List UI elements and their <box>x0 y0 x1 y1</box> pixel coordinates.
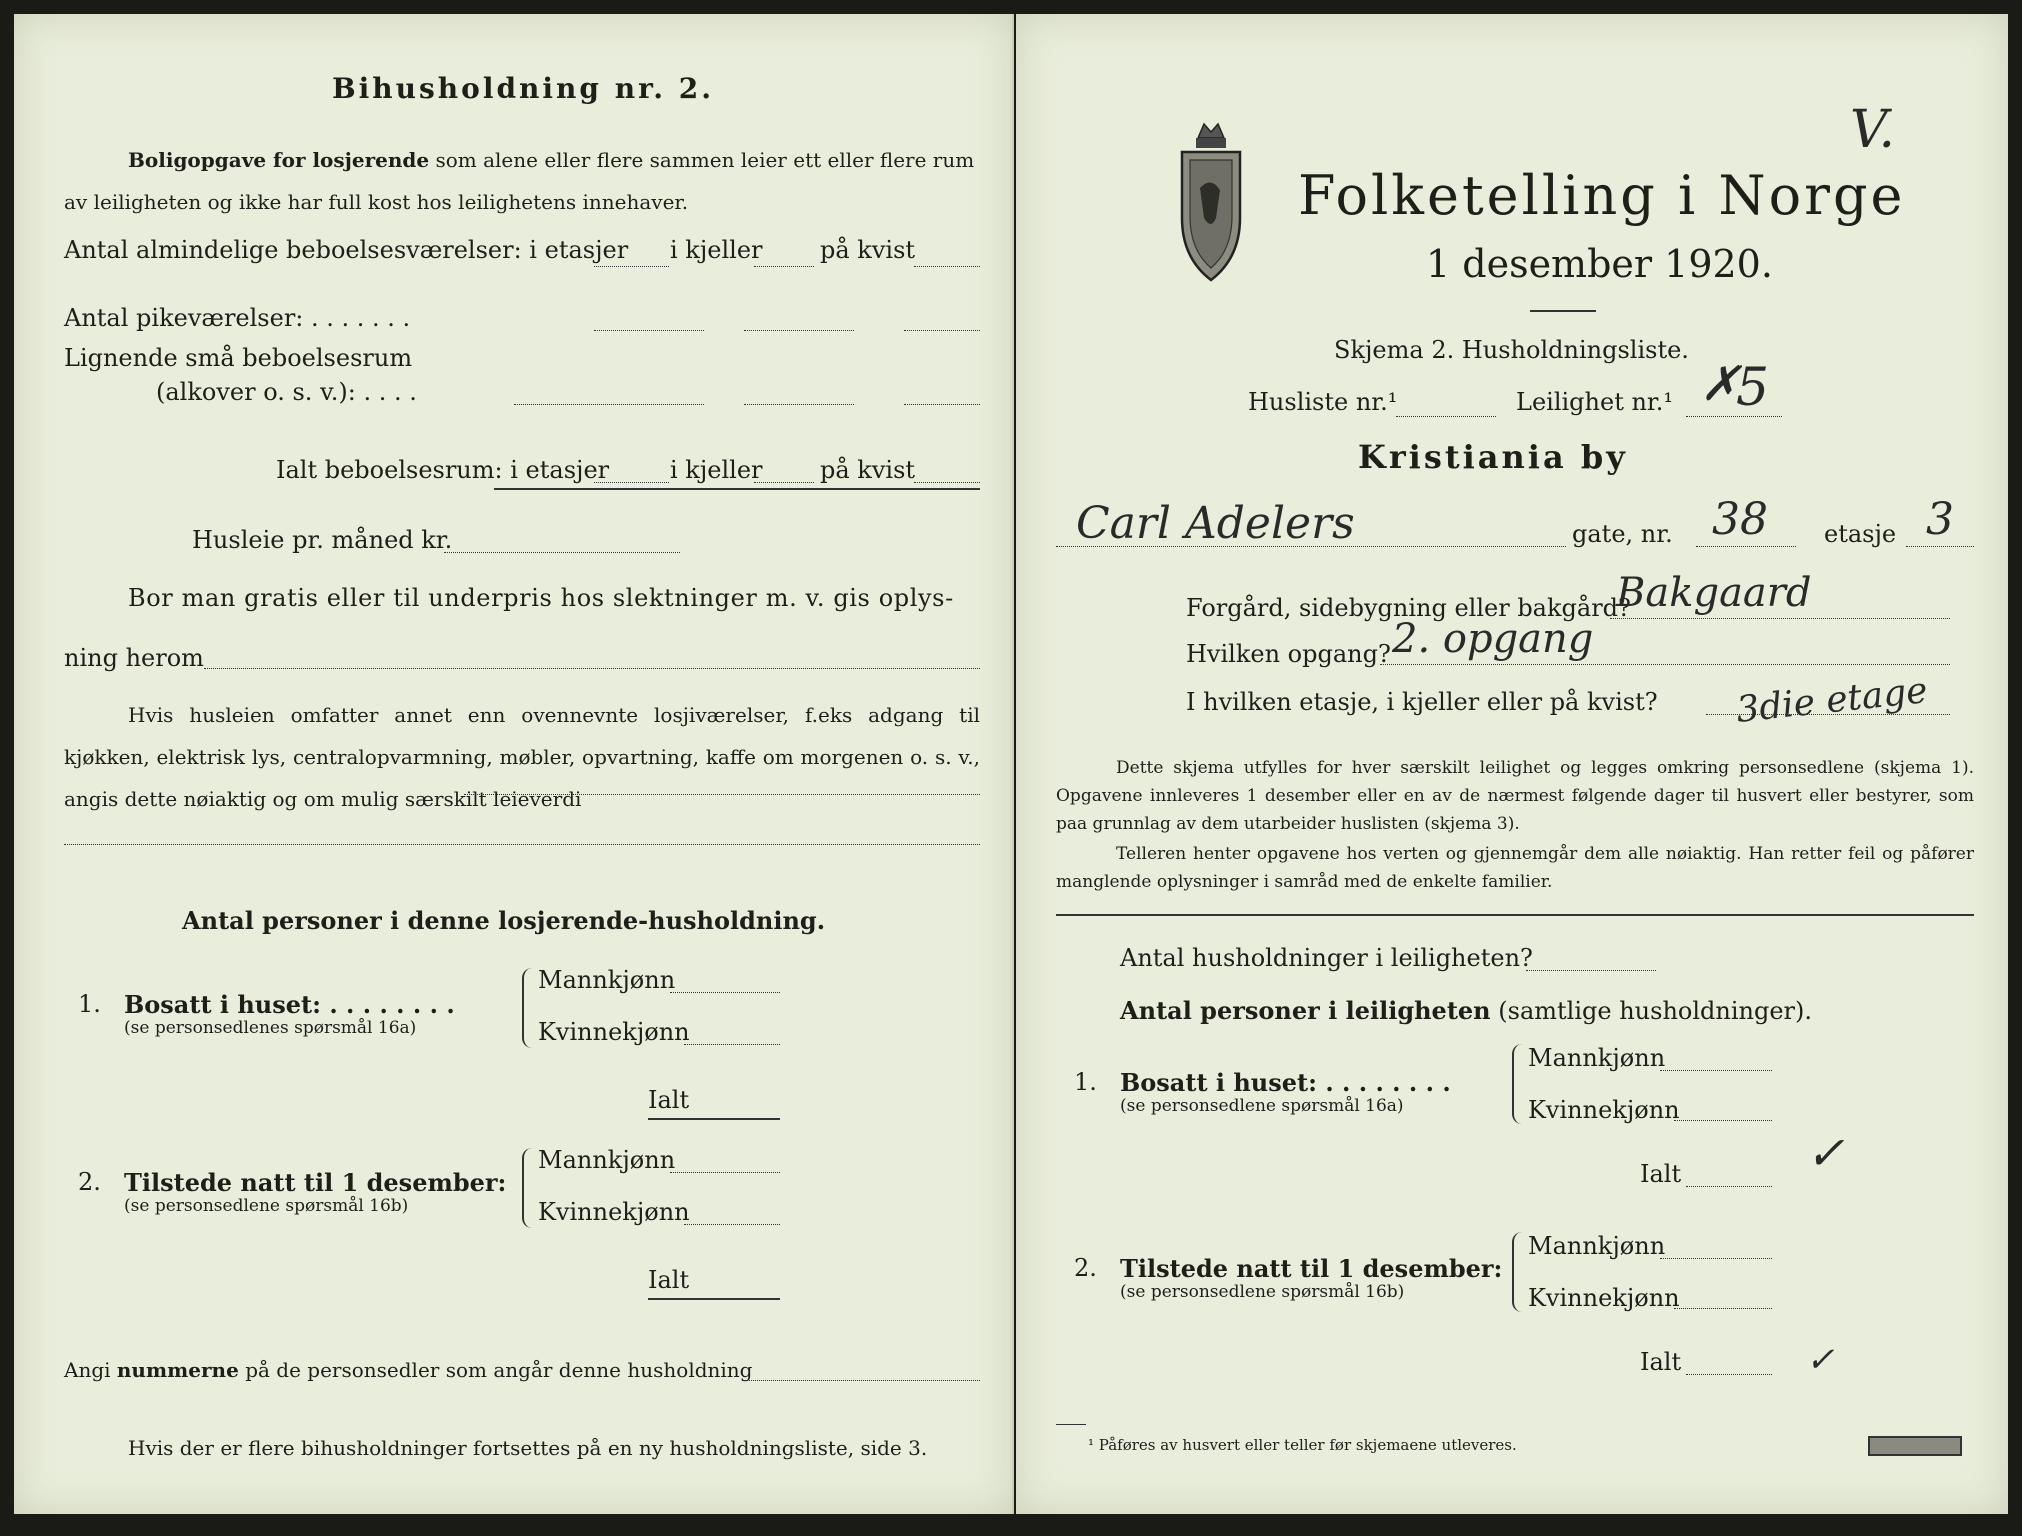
left-page <box>14 14 1014 1514</box>
rq2-ialt-label: Ialt <box>1640 1348 1682 1376</box>
rq1-brace <box>1512 1044 1524 1124</box>
census-date: 1 desember 1920. <box>1426 242 1773 286</box>
forgaard-label: Forgård, sidebygning eller bakgård? <box>1186 594 1631 622</box>
angi-rest: på de personsedler som angår denne husholdning <box>245 1358 753 1382</box>
rq1-sub: (se personsedlene spørsmål 16a) <box>1120 1096 1404 1116</box>
herom-field[interactable] <box>204 668 980 669</box>
hvilken-etasje-value: 3die etage <box>1734 670 1930 731</box>
ialt-etasjer-field[interactable] <box>594 482 669 483</box>
q2-brace <box>522 1148 534 1228</box>
lignende-label: Lignende små beboelsesrum <box>64 344 413 372</box>
ialt-underline <box>494 488 980 490</box>
pike-field-3[interactable] <box>904 330 980 331</box>
angi-line <box>64 1358 752 1382</box>
gate-label: gate, nr. <box>1572 520 1673 548</box>
opgang-label: Hvilken opgang? <box>1186 640 1391 668</box>
bihusholdning-title: Bihusholdning nr. 2. <box>332 72 714 105</box>
intro-line1 <box>128 148 974 172</box>
husliste-label: Husliste nr.¹ <box>1248 388 1398 416</box>
hvis-husleien-text: Hvis husleien omfatter annet enn ovennevnte losjiværelser, f.eks adgang til kjøkken, elektrisk lys, centralopvarmning, møbler, opvartning, kaffe om morgenen o. s. v., angis dette nøiaktig og om mulig særskilt leieverdi <box>64 703 980 811</box>
q1-brace <box>522 968 534 1048</box>
instructions-2: Telleren henter opgavene hos verten og gjennemgår dem alle nøiaktig. Han retter feil og påfører manglende oplysninger i samråd med de enkelte familier. <box>1056 844 1974 892</box>
rq1-ialt-field[interactable] <box>1686 1186 1772 1187</box>
kjeller-label: i kjeller <box>670 236 763 264</box>
leieverdi-field[interactable] <box>464 794 980 795</box>
skjema-label: Skjema 2. Husholdningsliste. <box>1334 336 1689 364</box>
rq1-kvinne-label: Kvinnekjønn <box>1528 1096 1680 1124</box>
alkover-label: (alkover o. s. v.): . . . . <box>156 378 417 406</box>
nr-value: 38 <box>1712 494 1768 545</box>
opgang-field[interactable] <box>1380 664 1950 665</box>
husleie-label: Husleie pr. måned kr. <box>192 526 453 554</box>
rq1-mann-label: Mannkjønn <box>1528 1044 1666 1072</box>
kjeller-field[interactable] <box>754 266 814 267</box>
rq2-ialt-field[interactable] <box>1686 1374 1772 1375</box>
intro-bold: Boligopgave for losjerende <box>128 148 430 172</box>
corner-mark: V. <box>1850 100 1895 160</box>
q1-sub: (se personsedlenes spørsmål 16a) <box>124 1018 417 1038</box>
rq2-kvinne-label: Kvinnekjønn <box>1528 1284 1680 1312</box>
q1-kvinne-field[interactable] <box>684 1044 780 1045</box>
kvist-field[interactable] <box>914 266 980 267</box>
rq2-check-mark: ✓ <box>1806 1340 1835 1380</box>
antal-personer-line <box>1120 996 1812 1025</box>
opgang-value: 2. opgang <box>1392 616 1594 662</box>
q1-num: 1. <box>78 990 101 1018</box>
kristiania-label: Kristiania by <box>1358 438 1628 476</box>
husleie-field[interactable] <box>444 552 680 553</box>
hvilken-etasje-field[interactable] <box>1706 714 1950 715</box>
alkover-field-2[interactable] <box>744 404 854 405</box>
angi-field[interactable] <box>744 1380 980 1381</box>
nr-field[interactable] <box>1696 546 1796 547</box>
rq1-check-mark: ✓ <box>1806 1126 1845 1180</box>
ialt-beboelse-label: Ialt beboelsesrum: i etasjer <box>276 456 610 484</box>
rq2-brace <box>1512 1232 1524 1312</box>
leieverdi-field-2[interactable] <box>64 844 980 845</box>
bor-man-text: Bor man gratis eller til underpris hos slektninger m. v. gis oplys- <box>128 584 954 612</box>
q2-ialt-field[interactable] <box>648 1298 780 1300</box>
leilighet-label: Leilighet nr.¹ <box>1516 388 1674 416</box>
alkover-field-3[interactable] <box>904 404 980 405</box>
hvilken-etasje-label: I hvilken etasje, i kjeller eller på kvist? <box>1186 688 1658 716</box>
pike-field-1[interactable] <box>594 330 704 331</box>
footnote-text: ¹ Påføres av husvert eller teller før skjemaene utleveres. <box>1088 1436 1517 1454</box>
intro-rest: som alene eller flere sammen leier ett eller flere rum <box>435 148 975 172</box>
rq1-ialt-label: Ialt <box>1640 1160 1682 1188</box>
alkover-field-1[interactable] <box>514 404 704 405</box>
rq2-kvinne-field[interactable] <box>1674 1308 1772 1309</box>
leilighet-strikeout: ✗ <box>1700 356 1741 412</box>
antal-husholdninger-label: Antal husholdninger i leiligheten? <box>1120 944 1533 972</box>
street-field[interactable] <box>1056 546 1566 547</box>
rq2-label: Tilstede natt til 1 desember: <box>1120 1254 1503 1283</box>
etasje-field[interactable] <box>1906 546 1974 547</box>
left-footer: Hvis der er flere bihusholdninger fortsettes på en ny husholdningsliste, side 3. <box>128 1436 928 1460</box>
ning-herom-label: ning herom <box>64 644 204 672</box>
q1-label: Bosatt i huset: . . . . . . . . <box>124 990 455 1019</box>
antal-personer-heading: Antal personer i denne losjerende-husholdning. <box>182 906 826 935</box>
folketelling-title: Folketelling i Norge <box>1298 164 1906 227</box>
q2-mann-label: Mannkjønn <box>538 1146 676 1174</box>
intro-line2: av leiligheten og ikke har full kost hos leilighetens innehaver. <box>64 190 689 214</box>
right-page <box>1016 14 2008 1514</box>
antal-personer-rest: (samtlige husholdninger). <box>1498 997 1813 1025</box>
angi-pre: Angi <box>64 1358 111 1382</box>
q1-ialt-label: Ialt <box>648 1086 690 1114</box>
q2-num: 2. <box>78 1168 101 1196</box>
antal-husholdninger-field[interactable] <box>1526 970 1656 971</box>
rq2-mann-label: Mannkjønn <box>1528 1232 1666 1260</box>
antal-alm-label: Antal almindelige beboelsesværelser: i etasjer <box>64 236 629 264</box>
forgaard-value: Bakgaard <box>1616 570 1812 616</box>
footnote-rule <box>1056 1424 1086 1425</box>
forgaard-field[interactable] <box>1610 618 1950 619</box>
q2-kvinne-field[interactable] <box>684 1224 780 1225</box>
rq1-num: 1. <box>1074 1068 1097 1096</box>
rq2-mann-field[interactable] <box>1660 1258 1772 1259</box>
rq2-sub: (se personsedlene spørsmål 16b) <box>1120 1282 1405 1302</box>
q1-mann-label: Mannkjønn <box>538 966 676 994</box>
kvist-label: på kvist <box>820 236 916 264</box>
q2-ialt-label: Ialt <box>648 1266 690 1294</box>
q2-mann-field[interactable] <box>670 1172 780 1173</box>
ialt-kjeller-field[interactable] <box>754 482 814 483</box>
q1-ialt-field[interactable] <box>648 1118 780 1120</box>
q1-kvinne-label: Kvinnekjønn <box>538 1018 690 1046</box>
husliste-field[interactable] <box>1396 416 1496 417</box>
q2-kvinne-label: Kvinnekjønn <box>538 1198 690 1226</box>
ialt-kjeller-label: i kjeller <box>670 456 763 484</box>
pike-label: Antal pikeværelser: . . . . . . . <box>64 304 411 332</box>
rq1-mann-field[interactable] <box>1660 1070 1772 1071</box>
printer-stamp <box>1868 1436 1962 1456</box>
coat-of-arms-icon <box>1176 118 1246 286</box>
antal-personer-bold: Antal personer i leiligheten <box>1120 996 1491 1025</box>
q2-label: Tilstede natt til 1 desember: <box>124 1168 507 1197</box>
q2-sub: (se personsedlene spørsmål 16b) <box>124 1196 409 1216</box>
leilighet-value: 5 <box>1736 358 1770 418</box>
rq2-num: 2. <box>1074 1254 1097 1282</box>
instructions-1: Dette skjema utfylles for hver særskilt leilighet og legges omkring personsedlene (skjema 1). Opgavene innleveres 1 desember eller en av de nærmest følgende dager til husvert eller bestyrer, som paa grunnlag av dem utarbeider huslisten (skjema 3). <box>1056 758 1974 834</box>
instructions-rule <box>1056 914 1974 916</box>
street-value: Carl Adelers <box>1076 498 1355 549</box>
etasje-value: 3 <box>1926 494 1954 545</box>
etasje-label: etasje <box>1824 520 1897 548</box>
rq1-kvinne-field[interactable] <box>1674 1120 1772 1121</box>
angi-bold: nummerne <box>116 1358 239 1382</box>
ialt-kvist-label: på kvist <box>820 456 916 484</box>
q1-mann-field[interactable] <box>670 992 780 993</box>
etasjer-field[interactable] <box>594 266 669 267</box>
title-divider <box>1530 310 1596 312</box>
rq1-label: Bosatt i huset: . . . . . . . . <box>1120 1068 1451 1097</box>
pike-field-2[interactable] <box>744 330 854 331</box>
ialt-kvist-field[interactable] <box>914 482 980 483</box>
